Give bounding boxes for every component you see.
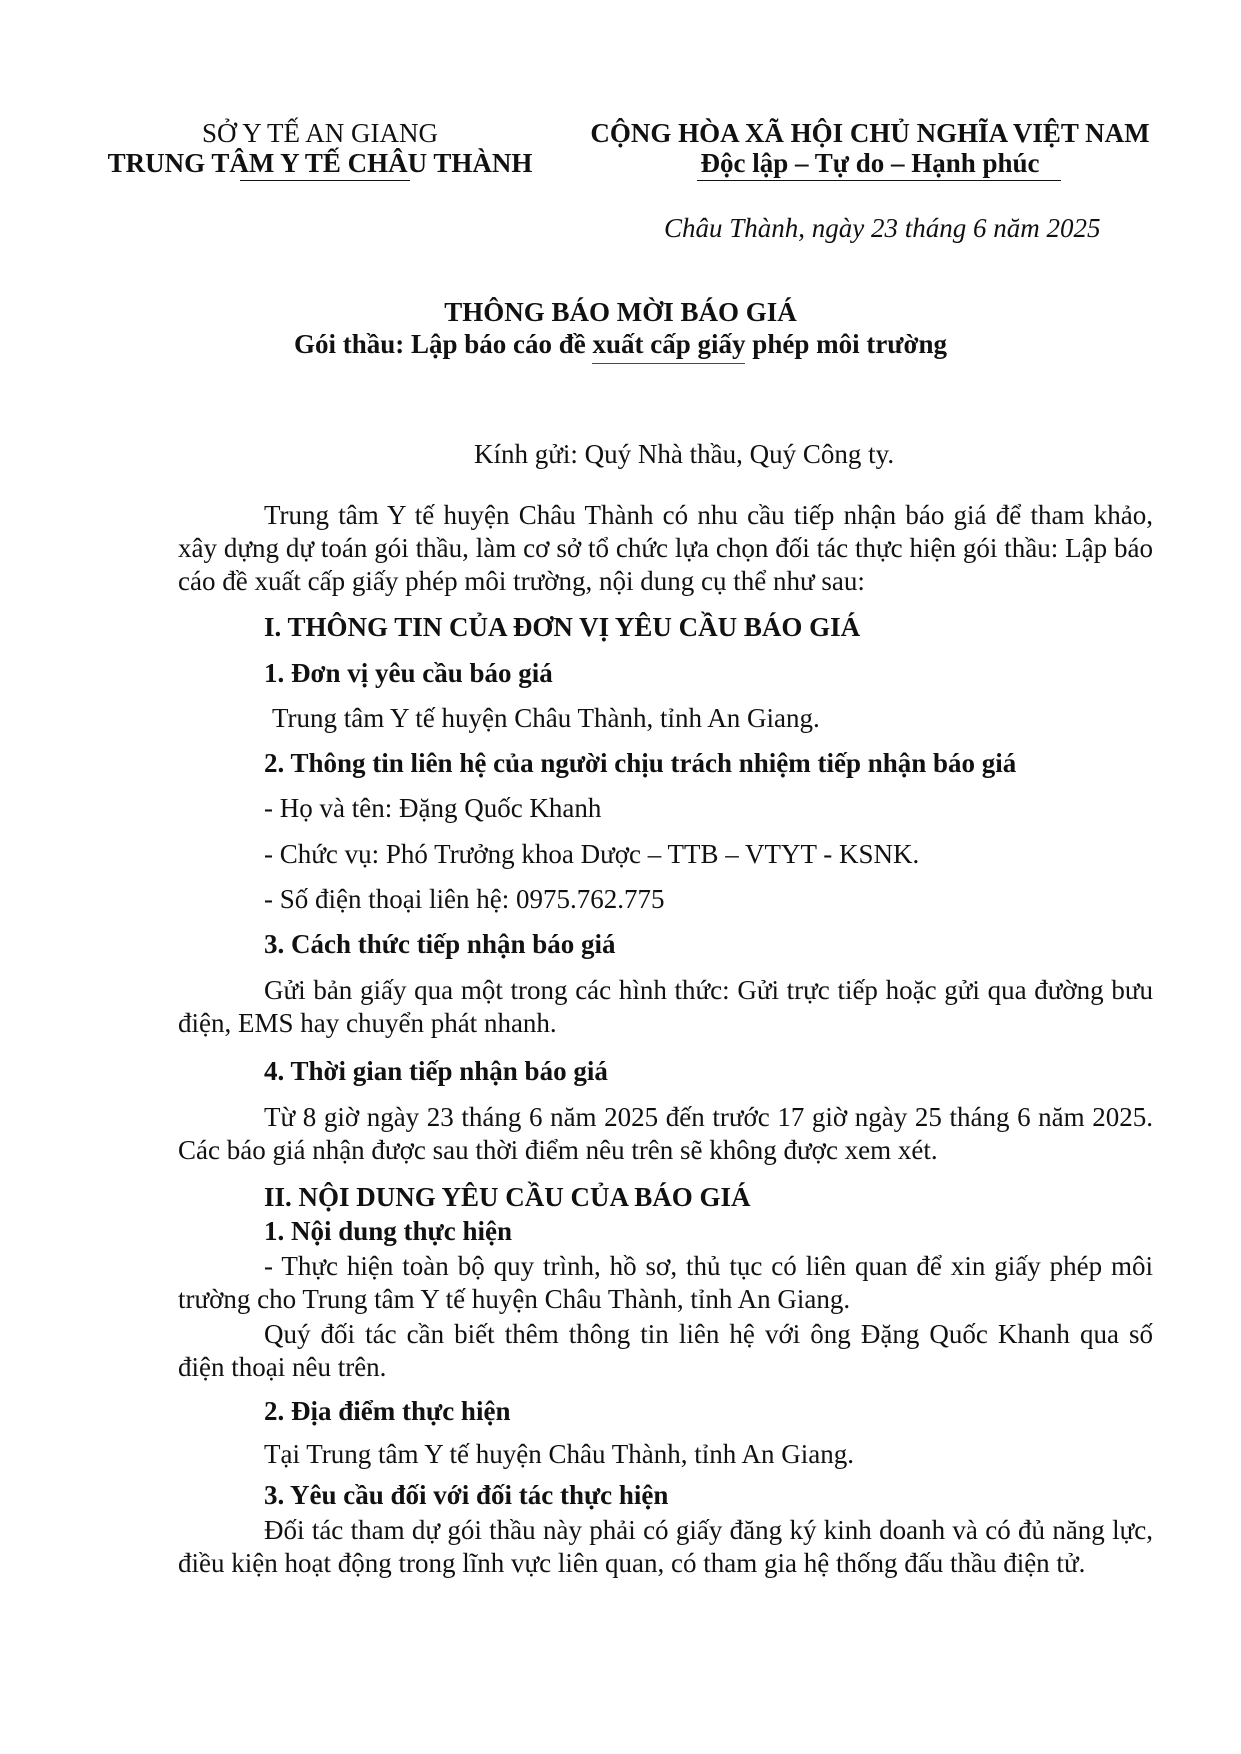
motto-underline <box>697 180 1061 181</box>
document-subtitle: Gói thầu: Lập báo cáo đề xuất cấp giấy phép môi trường <box>294 329 947 359</box>
contact-position: - Chức vụ: Phó Trưởng khoa Dược – TTB – VTYT - KSNK. <box>264 839 920 869</box>
subtitle-underline <box>592 363 745 364</box>
place-date: Châu Thành, ngày 23 tháng 6 năm 2025 <box>664 213 1101 243</box>
agency-parent: SỞ Y TẾ AN GIANG <box>202 118 438 148</box>
section2-sub2-heading: 2. Địa điểm thực hiện <box>264 1396 511 1426</box>
intro-text: Trung tâm Y tế huyện Châu Thành có nhu cầu tiếp nhận báo giá để tham khảo, xây dựng dự toán gói thầu, làm cơ sở tổ chức lựa chọn đối tác thực hiện gói thầu: Lập báo cáo đề xuất cấp giấy phép môi trường, nội dung cụ thể như sau: <box>178 500 1153 596</box>
agency-name: TRUNG TÂM Y TẾ CHÂU THÀNH <box>107 148 533 178</box>
section1-sub4-text: Từ 8 giờ ngày 23 tháng 6 năm 2025 đến trước 17 giờ ngày 25 tháng 6 năm 2025. Các báo giá nhận được sau thời điểm nêu trên sẽ không được xem xét. <box>178 1102 1153 1165</box>
section2-sub1-paragraph <box>178 1250 1153 1316</box>
section2-sub3-text: Đối tác tham dự gói thầu này phải có giấy đăng ký kinh doanh và có đủ năng lực, điều kiện hoạt động trong lĩnh vực liên quan, có tham gia hệ thống đấu thầu điện tử. <box>178 1515 1153 1578</box>
section2-sub3-heading: 3. Yêu cầu đối với đối tác thực hiện <box>264 1480 669 1510</box>
intro-paragraph <box>178 499 1153 598</box>
contact-name: - Họ và tên: Đặng Quốc Khanh <box>264 793 602 823</box>
section2-sub1-heading: 1. Nội dung thực hiện <box>264 1216 513 1246</box>
recipient: Kính gửi: Quý Nhà thầu, Quý Công ty. <box>474 439 895 469</box>
agency-underline <box>240 180 410 181</box>
section1-heading: I. THÔNG TIN CỦA ĐƠN VỊ YÊU CẦU BÁO GIÁ <box>264 612 861 642</box>
section1-sub3-text: Gửi bản giấy qua một trong các hình thức: Gửi trực tiếp hoặc gửi qua đường bưu điện, EMS hay chuyển phát nhanh. <box>178 975 1153 1038</box>
section1-sub4-heading: 4. Thời gian tiếp nhận báo giá <box>264 1056 608 1086</box>
section1-sub3-heading: 3. Cách thức tiếp nhận báo giá <box>264 929 616 959</box>
section1-sub4-paragraph <box>178 1101 1153 1167</box>
section2-heading: II. NỘI DUNG YÊU CẦU CỦA BÁO GIÁ <box>264 1182 751 1212</box>
section1-sub3-paragraph <box>178 974 1153 1040</box>
section1-sub1-text: Trung tâm Y tế huyện Châu Thành, tỉnh An Giang. <box>272 703 820 733</box>
nation-title: CỘNG HÒA XÃ HỘI CHỦ NGHĨA VIỆT NAM <box>590 118 1150 148</box>
section1-sub2-heading: 2. Thông tin liên hệ của người chịu trách nhiệm tiếp nhận báo giá <box>264 748 1017 778</box>
section2-sub3-paragraph <box>178 1514 1153 1580</box>
section2-sub1-note: Quý đối tác cần biết thêm thông tin liên hệ với ông Đặng Quốc Khanh qua số điện thoại nêu trên. <box>178 1319 1153 1382</box>
section2-sub2-text: Tại Trung tâm Y tế huyện Châu Thành, tỉnh An Giang. <box>264 1439 854 1469</box>
document-title: THÔNG BÁO MỜI BÁO GIÁ <box>444 297 797 327</box>
section2-sub1-text: - Thực hiện toàn bộ quy trình, hồ sơ, thủ tục có liên quan để xin giấy phép môi trường cho Trung tâm Y tế huyện Châu Thành, tỉnh An Giang. <box>178 1251 1153 1314</box>
motto: Độc lập – Tự do – Hạnh phúc <box>700 148 1040 178</box>
section1-sub1-heading: 1. Đơn vị yêu cầu báo giá <box>264 658 553 688</box>
contact-phone: - Số điện thoại liên hệ: 0975.762.775 <box>264 884 665 914</box>
section2-sub1-note-paragraph <box>178 1318 1153 1384</box>
